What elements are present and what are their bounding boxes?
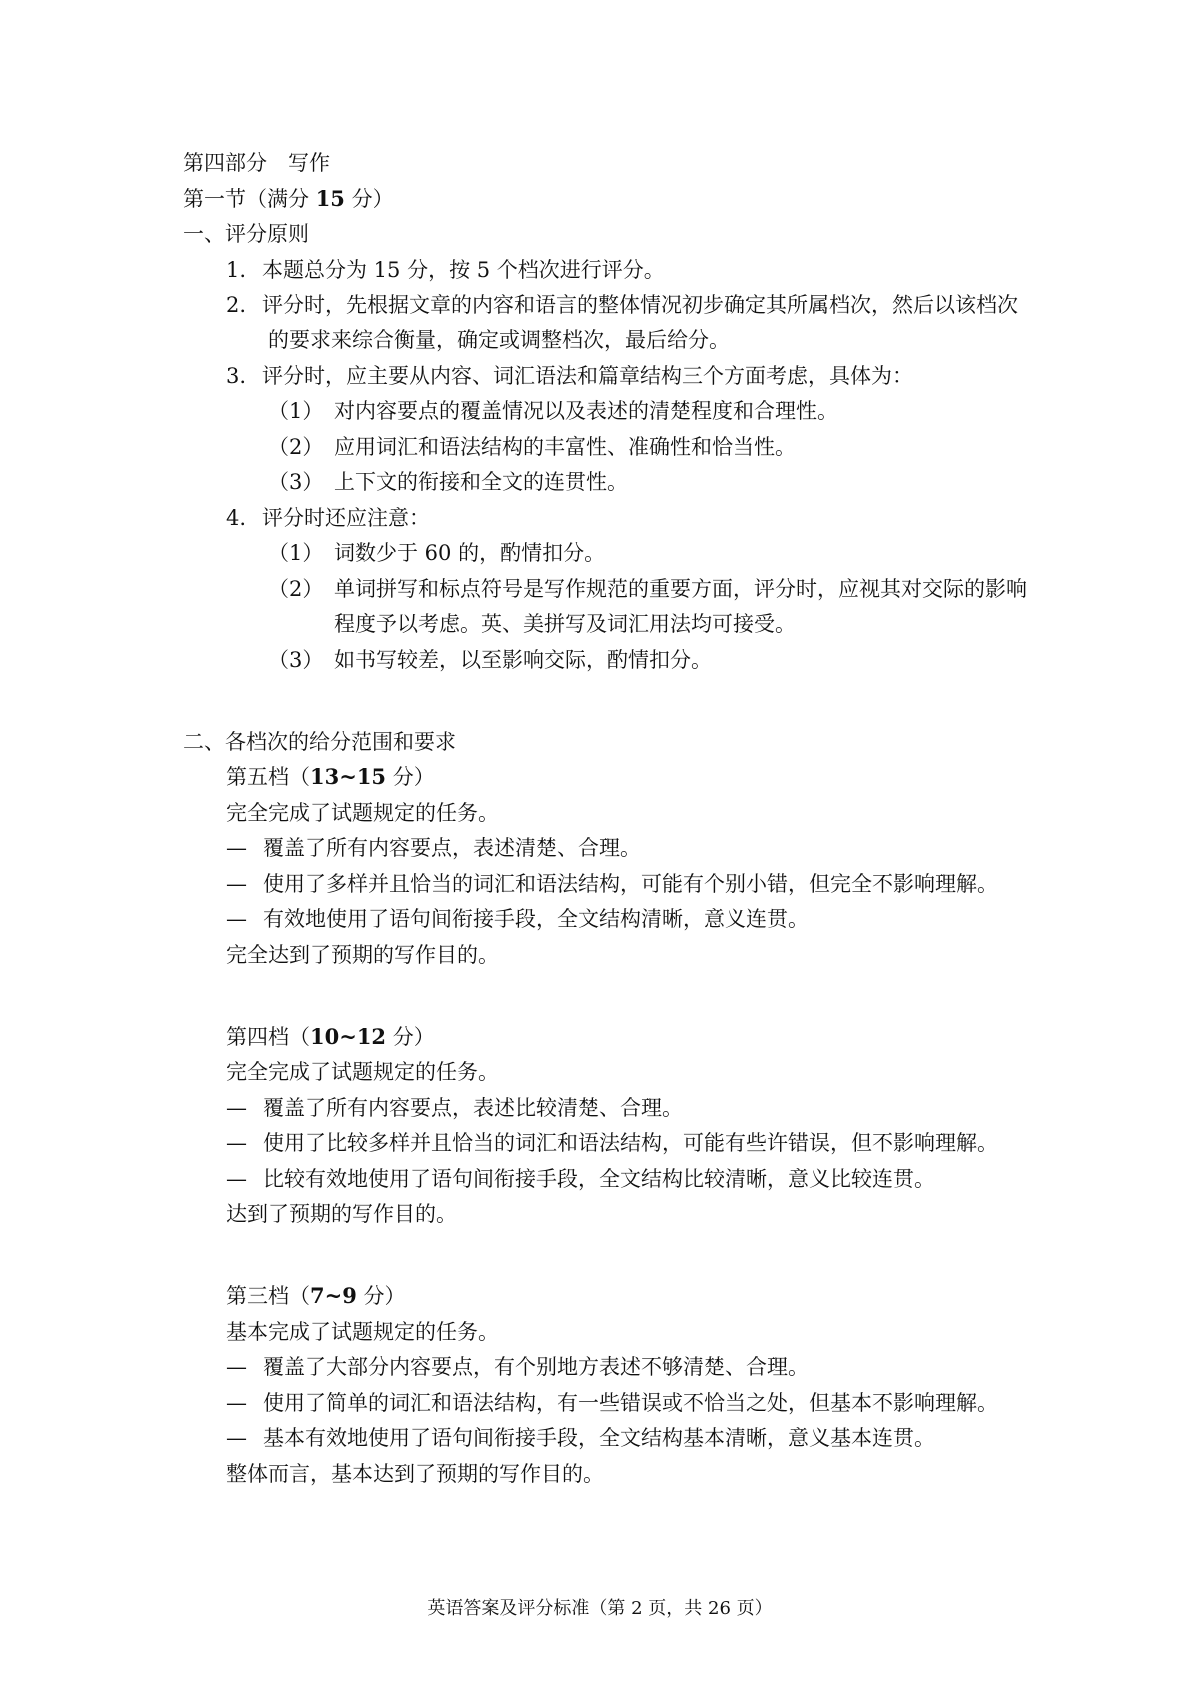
level-heading [226, 762, 435, 792]
sub-item-number: （3） [268, 648, 324, 672]
level-point [226, 1423, 935, 1453]
level-point [226, 904, 809, 934]
part-title: 第四部分 写作 [183, 151, 330, 175]
level-point [226, 869, 998, 899]
level-name: 第五档（ [226, 765, 310, 789]
sub-item-number: （2） [268, 577, 324, 601]
level-conclusion: 达到了预期的写作目的。 [226, 1202, 457, 1226]
principles-title: 一、评分原则 [183, 222, 309, 246]
level-point-text: 有效地使用了语句间衔接手段，全文结构清晰，意义连贯。 [263, 907, 809, 931]
principle-number: 4. [226, 506, 247, 530]
dash-marker: — [226, 1096, 247, 1120]
principle-item-2 [226, 290, 1018, 320]
principle-item-1 [226, 255, 665, 285]
level-heading [226, 1022, 435, 1052]
principle-text: 评分时还应注意： [262, 506, 430, 530]
level-point [226, 1388, 998, 1418]
sub-item-text: 词数少于 60 的，酌情扣分。 [334, 541, 606, 565]
level-intro: 完全完成了试题规定的任务。 [226, 1060, 499, 1084]
level-unit: 分） [356, 1284, 406, 1308]
sub-item [268, 467, 628, 497]
level-conclusion: 完全达到了预期的写作目的。 [226, 943, 499, 967]
sub-item-text: 上下文的衔接和全文的连贯性。 [334, 470, 628, 494]
level-intro: 完全完成了试题规定的任务。 [226, 801, 499, 825]
dash-marker: — [226, 872, 247, 896]
sub-item [268, 574, 1027, 604]
principle-item-4 [226, 503, 430, 533]
level-point-text: 覆盖了大部分内容要点，有个别地方表述不够清楚、合理。 [263, 1355, 809, 1379]
level-point-text: 覆盖了所有内容要点，表述比较清楚、合理。 [263, 1096, 683, 1120]
sub-item-text: 单词拼写和标点符号是写作规范的重要方面，评分时，应视其对交际的影响 [334, 577, 1027, 601]
level-name: 第三档（ [226, 1284, 310, 1308]
page-footer: 英语答案及评分标准（第 2 页，共 26 页） [427, 1598, 773, 1619]
sub-item-text-continued: 程度予以考虑。英、美拼写及词汇用法均可接受。 [334, 612, 796, 636]
level-point [226, 1128, 998, 1158]
section-title [183, 184, 394, 214]
dash-marker: — [226, 1426, 247, 1450]
level-conclusion: 整体而言，基本达到了预期的写作目的。 [226, 1462, 604, 1486]
level-point [226, 1093, 683, 1123]
principle-text: 本题总分为 15 分，按 5 个档次进行评分。 [262, 258, 665, 282]
dash-marker: — [226, 836, 247, 860]
principle-number: 1. [226, 258, 247, 282]
section-title-prefix: 第一节（满分 [183, 187, 316, 211]
section-score: 15 [315, 186, 345, 211]
level-point [226, 1352, 809, 1382]
level-heading [226, 1281, 406, 1311]
level-range: 13~15 [310, 764, 387, 789]
dash-marker: — [226, 1391, 247, 1415]
sub-item [268, 396, 838, 426]
principle-number: 3. [226, 364, 247, 388]
sub-item [268, 538, 605, 568]
dash-marker: — [226, 1355, 247, 1379]
sub-item [268, 432, 796, 462]
principle-number: 2. [226, 293, 247, 317]
level-point-text: 覆盖了所有内容要点，表述清楚、合理。 [263, 836, 641, 860]
level-point-text: 使用了简单的词汇和语法结构，有一些错误或不恰当之处，但基本不影响理解。 [263, 1391, 998, 1415]
level-unit: 分） [386, 765, 435, 789]
sub-item-text: 如书写较差，以至影响交际，酌情扣分。 [334, 648, 712, 672]
section-title-suffix: 分） [344, 187, 394, 211]
level-point-text: 使用了多样并且恰当的词汇和语法结构，可能有个别小错，但完全不影响理解。 [263, 872, 998, 896]
level-intro: 基本完成了试题规定的任务。 [226, 1320, 499, 1344]
sub-item-number: （3） [268, 470, 324, 494]
level-unit: 分） [386, 1025, 435, 1049]
sub-item-number: （1） [268, 399, 324, 423]
sub-item-number: （1） [268, 541, 324, 565]
principle-text: 评分时，先根据文章的内容和语言的整体情况初步确定其所属档次，然后以该档次 [262, 293, 1018, 317]
sub-item-number: （2） [268, 435, 324, 459]
principle-item-3 [226, 361, 913, 391]
level-range: 7~9 [310, 1283, 357, 1308]
principle-text-continued: 的要求来综合衡量，确定或调整档次，最后给分。 [268, 328, 730, 352]
level-point [226, 833, 641, 863]
level-point-text: 使用了比较多样并且恰当的词汇和语法结构，可能有些许错误，但不影响理解。 [263, 1131, 998, 1155]
sub-item-text: 应用词汇和语法结构的丰富性、准确性和恰当性。 [334, 435, 796, 459]
level-point-text: 基本有效地使用了语句间衔接手段，全文结构基本清晰，意义基本连贯。 [263, 1426, 935, 1450]
level-point [226, 1164, 935, 1194]
level-point-text: 比较有效地使用了语句间衔接手段，全文结构比较清晰，意义比较连贯。 [263, 1167, 935, 1191]
level-range: 10~12 [310, 1024, 387, 1049]
levels-title: 二、各档次的给分范围和要求 [183, 730, 456, 754]
sub-item-text: 对内容要点的覆盖情况以及表述的清楚程度和合理性。 [334, 399, 838, 423]
level-name: 第四档（ [226, 1025, 310, 1049]
sub-item [268, 645, 712, 675]
dash-marker: — [226, 1167, 247, 1191]
dash-marker: — [226, 1131, 247, 1155]
principle-text: 评分时，应主要从内容、词汇语法和篇章结构三个方面考虑，具体为： [262, 364, 913, 388]
dash-marker: — [226, 907, 247, 931]
